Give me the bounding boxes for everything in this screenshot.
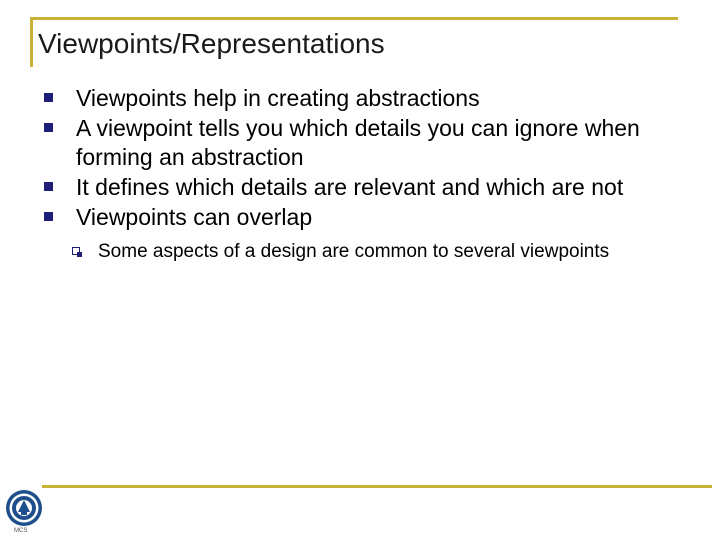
bullet-list (44, 84, 684, 265)
sub-bullet-list (44, 238, 684, 265)
bullet-text: It defines which details are relevant and which are not (76, 174, 624, 200)
left-rule (30, 17, 33, 67)
square-bullet-icon (44, 93, 53, 102)
hollow-square-bullet-icon (72, 247, 80, 255)
university-seal-icon (4, 488, 44, 528)
sub-bullet-item (44, 238, 684, 265)
slide-title: Viewpoints/Representations (38, 28, 385, 59)
logo-caption: MCS (14, 528, 28, 534)
bullet-text: A viewpoint tells you which details you can ignore when forming an abstraction (76, 115, 640, 170)
top-rule (30, 17, 678, 20)
bottom-rule (42, 485, 712, 488)
bullet-item (44, 173, 684, 202)
bullet-item (44, 84, 684, 113)
bullet-item (44, 114, 684, 172)
sub-bullet-text: Some aspects of a design are common to several viewpoints (98, 241, 610, 262)
bullet-item (44, 203, 684, 232)
square-bullet-icon (44, 123, 53, 132)
square-bullet-icon (44, 212, 53, 221)
square-bullet-icon (44, 182, 53, 191)
bullet-text: Viewpoints can overlap (76, 204, 313, 230)
bullet-text: Viewpoints help in creating abstractions (76, 85, 480, 111)
